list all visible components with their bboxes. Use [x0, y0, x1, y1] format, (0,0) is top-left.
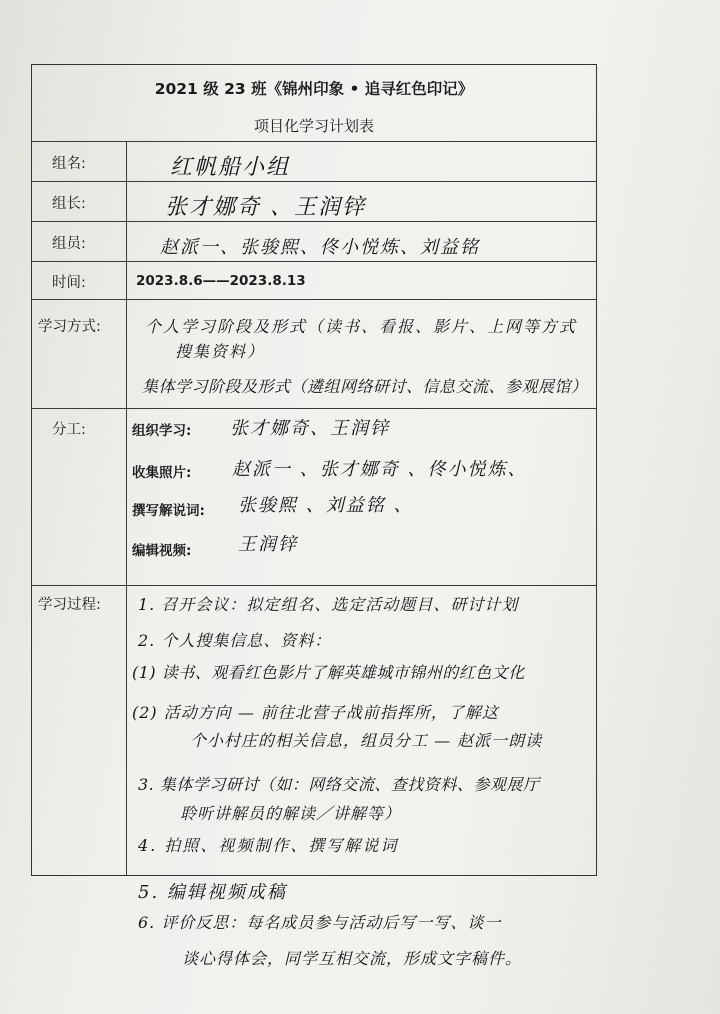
division-role: 组织学习: [132, 423, 192, 439]
process-line: (1) 读书、观看红色影片了解英雄城市锦州的红色文化 [132, 663, 525, 682]
members-value: 赵派一、张骏熙、佟小悦炼、刘益铭 [160, 237, 480, 258]
column-divider [126, 141, 127, 875]
division-people: 赵派一 、张才娜奇 、佟小悦炼、 [232, 459, 528, 480]
process-label: 学习过程: [38, 597, 101, 613]
division-people: 张骏熙 、刘益铭 、 [238, 495, 414, 516]
method-line: 搜集资料） [175, 342, 266, 361]
division-role: 编辑视频: [132, 543, 192, 559]
leader-value: 张才娜奇 、王润锌 [165, 195, 366, 220]
members-label: 组员: [52, 236, 86, 252]
group-name-label: 组名: [52, 156, 86, 172]
method-line: 个人学习阶段及形式（读书、看报、影片、上网等方式 [145, 317, 578, 336]
form-title: 2021 级 23 班《锦州印象 • 追寻红色印记》 [154, 80, 474, 98]
process-line: 2. 个人搜集信息、资料： [138, 631, 332, 650]
process-line: 1. 召开会议：拟定组名、选定活动题目、研讨计划 [138, 595, 519, 614]
division-role: 撰写解说词: [132, 503, 205, 519]
form-subtitle: 项目化学习计划表 [253, 117, 374, 135]
division-people: 王润锌 [238, 534, 298, 555]
row-divider [32, 585, 596, 586]
time-label: 时间: [52, 275, 86, 291]
process-line: 谈心得体会，同学互相交流，形成文字稿件。 [182, 949, 523, 968]
division-role: 收集照片: [132, 465, 192, 481]
method-line: 集体学习阶段及形式（遴组网络研讨、信息交流、参观展馆） [142, 377, 588, 396]
row-divider [32, 181, 596, 182]
process-line: 3. 集体学习研讨（如：网络交流、查找资料、参观展厅 [138, 775, 540, 794]
row-divider [32, 221, 596, 222]
leader-label: 组长: [52, 196, 86, 212]
row-divider [32, 408, 596, 409]
division-people: 张才娜奇、王润锌 [230, 418, 390, 439]
method-label: 学习方式: [38, 319, 101, 335]
group-name-value: 红帆船小组 [170, 155, 291, 180]
division-label: 分工: [52, 422, 86, 438]
process-line: 聆听讲解员的解读／讲解等） [180, 804, 402, 823]
row-divider [32, 141, 596, 142]
time-value: 2023.8.6——2023.8.13 [136, 273, 306, 289]
process-line: (2) 活动方向 — 前往北营子战前指挥所，了解这 [132, 703, 499, 722]
process-line: 4. 拍照、视频制作、撰写解说词 [138, 836, 399, 855]
process-line: 5. 编辑视频成稿 [138, 882, 287, 903]
row-divider [32, 299, 596, 300]
process-line: 6. 评价反思：每名成员参与活动后写一写、谈一 [138, 913, 502, 932]
row-divider [32, 261, 596, 262]
process-line: 个小村庄的相关信息，组员分工 — 赵派一朗读 [190, 731, 543, 750]
